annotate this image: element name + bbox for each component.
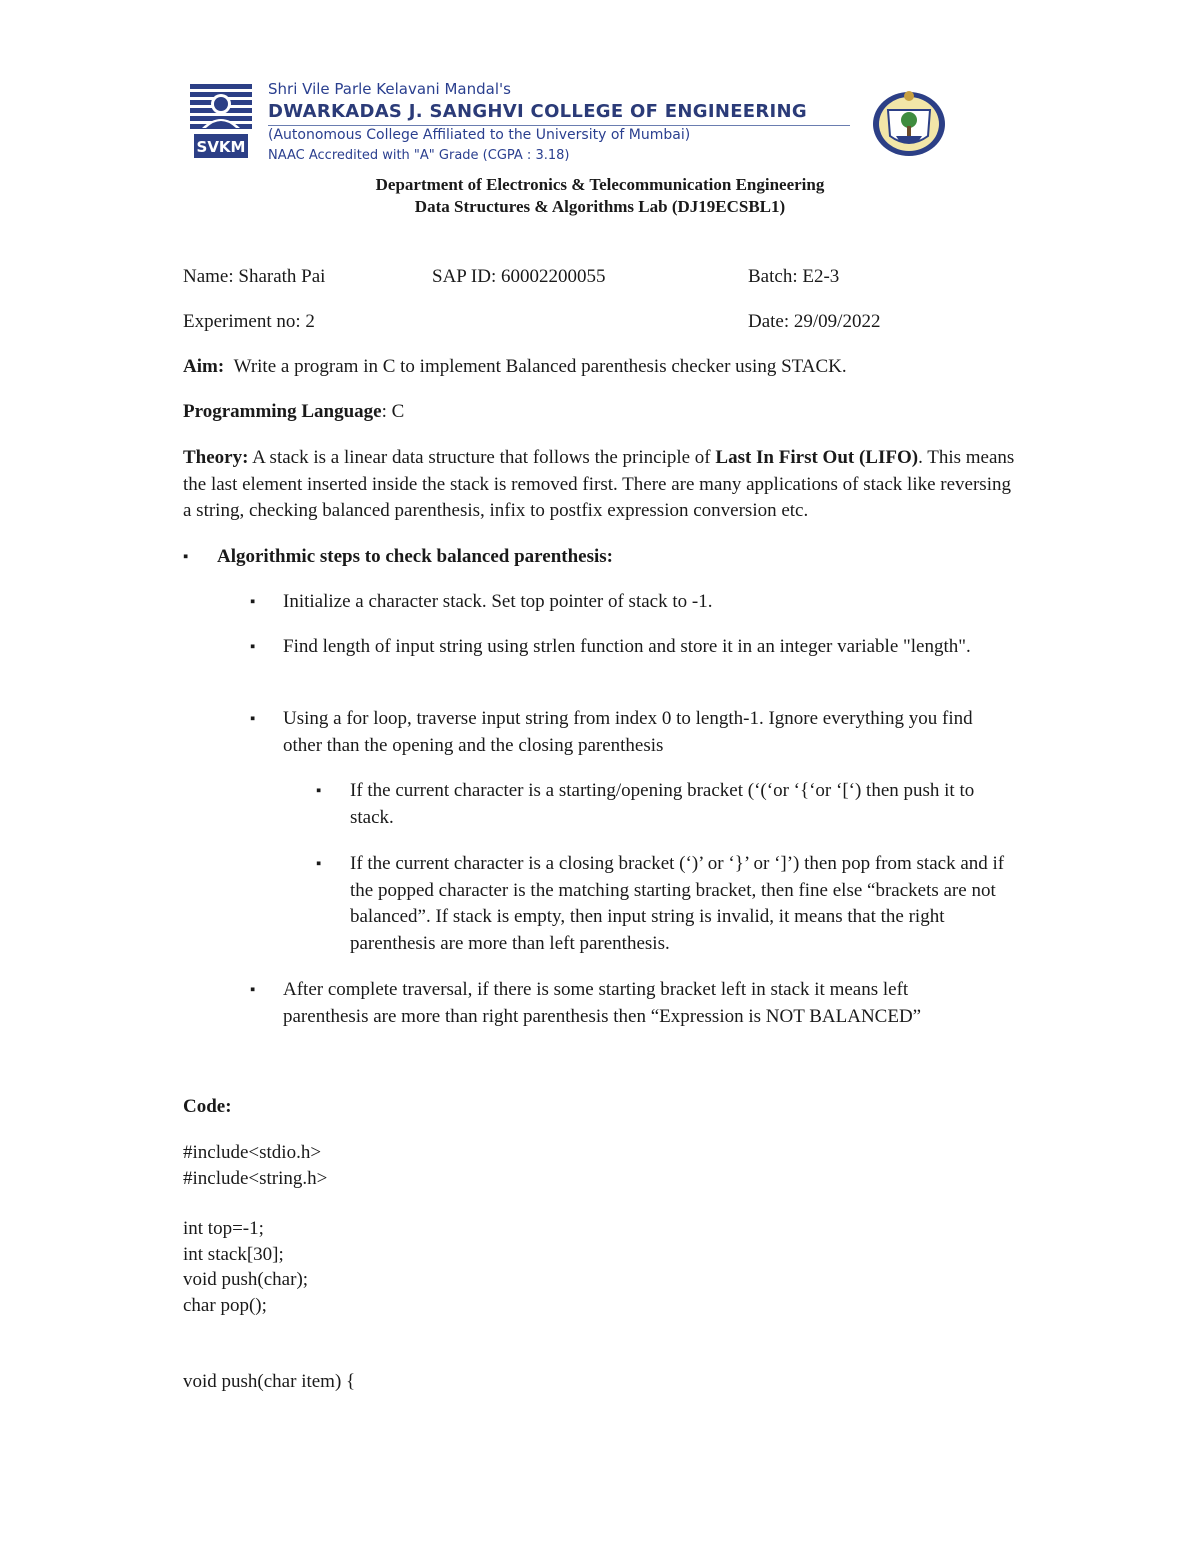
language-line (183, 399, 404, 425)
department-title: Department of Electronics & Telecommunication Engineering (375, 175, 825, 194)
aim-text: Write a program in C to implement Balanced parenthesis checker using STACK. (233, 356, 847, 377)
algorithm-substep: If the current character is a starting/opening bracket (‘(‘or ‘{‘or ‘[‘) then push it to stack. (350, 780, 975, 828)
naac-accreditation: NAAC Accredited with "A" Grade (CGPA : 3.18) (268, 148, 570, 163)
aim-label: Aim: (183, 356, 225, 377)
code-includes: #include<stdio.h> #include<string.h> (183, 1142, 328, 1189)
college-name: DWARKADAS J. SANGHVI COLLEGE OF ENGINEERING (268, 101, 807, 122)
bullet-icon: ▪ (316, 783, 322, 799)
lab-title: Data Structures & Algorithms Lab (DJ19ECSBL1) (414, 197, 786, 216)
theory-paragraph (183, 445, 1023, 525)
experiment-date: Date: 29/09/2022 (748, 311, 881, 332)
college-seal-icon (870, 86, 948, 158)
algorithm-step: Find length of input string using strlen function and store it in an integer variable "length". (283, 636, 971, 657)
bullet-icon: ▪ (250, 711, 256, 727)
code-label: Code: (183, 1096, 232, 1117)
algorithm-substep: If the current character is a closing bracket (‘)’ or ‘}’ or ‘]’) then pop from stack and if the popped character is the matching starting bracket, then fine else “brackets are not balanced”. If stack is empty, then input string is invalid, it means that the right parenthesis are more than left parenthesis. (350, 853, 1005, 954)
bullet-icon: ▪ (183, 549, 189, 565)
algorithm-step: Using a for loop, traverse input string from index 0 to length-1. Ignore everything you find other than the opening and the closing parenthesis (283, 708, 973, 756)
bullet-icon: ▪ (250, 639, 256, 655)
batch: Batch: E2-3 (748, 266, 840, 287)
theory-label: Theory: (183, 447, 249, 468)
header-divider (268, 125, 850, 126)
code-push-function: void push(char item) { (183, 1371, 356, 1392)
language-label: Programming Language (183, 401, 382, 422)
algorithm-heading: Algorithmic steps to check balanced parenthesis: (217, 546, 613, 567)
college-affiliation: (Autonomous College Affiliated to the University of Mumbai) (268, 127, 691, 143)
code-declarations: int top=-1; int stack[30]; void push(char); char pop(); (183, 1218, 309, 1316)
bullet-icon: ▪ (250, 594, 256, 610)
bullet-icon: ▪ (250, 982, 256, 998)
theory-lifo: Last In First Out (LIFO) (715, 447, 919, 468)
logo-text: SVKM (196, 138, 246, 156)
sap-id: SAP ID: 60002200055 (432, 266, 606, 287)
theory-text-1: A stack is a linear data structure that follows the principle of (248, 447, 716, 468)
aim-line (183, 354, 847, 380)
bullet-icon: ▪ (316, 856, 322, 872)
algorithm-step: After complete traversal, if there is some starting bracket left in stack it means left parenthesis are more than right parenthesis then “Expression is NOT BALANCED” (283, 979, 922, 1027)
algorithm-step: Initialize a character stack. Set top pointer of stack to -1. (283, 591, 713, 612)
mandal-name: Shri Vile Parle Kelavani Mandal's (268, 80, 511, 98)
svkm-logo (188, 82, 254, 160)
language-value: : C (381, 401, 405, 422)
theory-text-2: . This means the last element inserted inside the stack is removed first. There are many applications of stack like reversing a string, checking balanced parenthesis, infix to postfix expression conversion etc. (183, 447, 1015, 521)
experiment-number: Experiment no: 2 (183, 311, 315, 332)
student-name: Name: Sharath Pai (183, 266, 326, 287)
